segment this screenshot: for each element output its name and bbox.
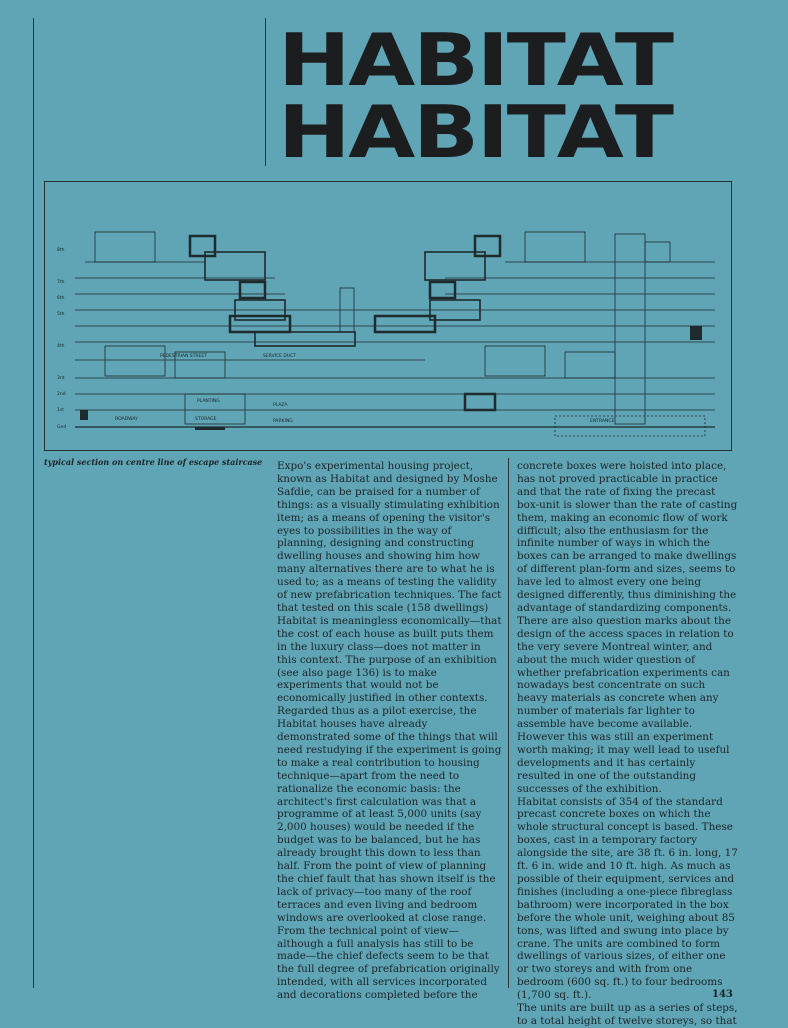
floor-label-5th: 5th: [57, 312, 65, 317]
page-number: 143: [712, 989, 733, 1000]
floor-label-2nd: 2nd: [57, 392, 66, 397]
paragraph: Expo's experimental housing project, known as Habitat and designed by Moshe Safdie, can be praised for a number of things: as a visually stimulating exhibition item; as a means of opening the visitor's eyes to possibilities in the way of planning, designing and constructing dwelling houses and showing him how many alternatives there are to what he is used to; as a means of testing the validity of new prefabrication techniques. The fact that tested on this scale (158 dwellings) Habitat is meaningless economically—that the cost of each house as built puts them in the luxury class—does not matter in this context. The purpose of an exhibition (see also page 136) is to make experiments that would not be economically justified in other contexts.: [277, 460, 502, 705]
section-drawing: [44, 181, 732, 451]
floor-label-1st: 1st: [57, 408, 64, 413]
left-margin-rule: [33, 18, 34, 988]
text-column-2: [517, 460, 739, 1028]
paragraph: The units are built up as a series of steps, to a total height of twelve storeys, so that: [517, 1002, 738, 1027]
label-storage: STORAGE: [195, 417, 217, 422]
text-column-1: [277, 460, 503, 1002]
title-rule: [265, 18, 266, 166]
paragraph: concrete boxes were hoisted into place, has not proved practicable in practice and that the rate of fixing the precast box-unit is slower than the rate of casting them, making an economic flow of work difficult; also the enthusiasm for the infinite number of ways in which the boxes can be arranged to make dwellings of different plan-form and sizes, seems to have led to almost every one being designed differently, thus diminishing the advantage of standardizing components.: [517, 460, 738, 614]
column-rule: [508, 458, 509, 988]
paragraph: Regarded thus as a pilot exercise, the Habitat houses have already demonstrated some of the things that will need restudying if the experiment is going to make a real contribution to housing technique—apart from the need to rationalize the economic basis: the architect's first calculation was that a programme of at least 5,000 units (say 2,000 houses) would be needed if the budget was to be balanced, but he has already brought this down to less than half. From the point of view of planning the chief fault that has shown itself is the lack of privacy—too many of the roof terraces and even living and bedroom windows are overlooked at close range. From the technical point of view—although a full analysis has still to be made—the chief defects seem to be that the full degree of prefabrication originally intended, with all services incorporated and decorations completed before the: [277, 705, 502, 1002]
floor-label-6th: 6th: [57, 296, 65, 301]
label-roadway: ROADWAY: [115, 417, 138, 422]
floor-label-gnd: Gnd: [57, 425, 67, 430]
title-line-1: HABITAT: [278, 18, 672, 102]
floor-label-4th: 4th: [57, 344, 65, 349]
paragraph: Habitat consists of 354 of the standard precast concrete boxes on which the whole structural concept is based. These boxes, cast in a temporary factory alongside the site, are 38 ft. 6 in. long, 17 ft. 6 in. wide and 10 ft. high. As much as possible of their equipment, services and finishes (including a one-piece fibreglass bathroom) were incorporated in the box before the whole unit, weighing about 85 tons, was lifted and swung into place by crane. The units are combined to form dwellings of various sizes, of either one or two storeys and with from one bedroom (600 sq. ft.) to four bedrooms (1,700 sq. ft.).: [517, 795, 738, 1002]
section-drawing-svg: [45, 182, 733, 452]
title-block: [278, 18, 734, 168]
figure-caption: typical section on centre line of escape staircase: [44, 457, 263, 467]
floor-label-8th: 8th: [57, 248, 65, 253]
label-entrance: ENTRANCE: [590, 419, 615, 424]
label-pedestrian-street: PEDESTRIAN STREET: [160, 354, 207, 359]
floor-label-7th: 7th: [57, 280, 65, 285]
label-parking: PARKING: [273, 419, 293, 424]
floor-label-3rd: 3rd: [57, 376, 65, 381]
label-service-duct: SERVICE DUCT: [263, 354, 297, 359]
title-line-2: HABITAT: [278, 89, 672, 168]
label-planting: PLANTING: [197, 399, 220, 404]
paragraph: There are also question marks about the design of the access spaces in relation to the very severe Montreal winter, and about the much wider question of whether prefabrication experiments can nowadays best concentrate on such heavy materials as concrete when any number of materials far lighter to assemble have become available. However this was still an experiment worth making; it may well lead to useful developments and it has certainly resulted in one of the outstanding successes of the exhibition.: [517, 614, 734, 795]
label-plaza: PLAZA: [273, 403, 288, 408]
